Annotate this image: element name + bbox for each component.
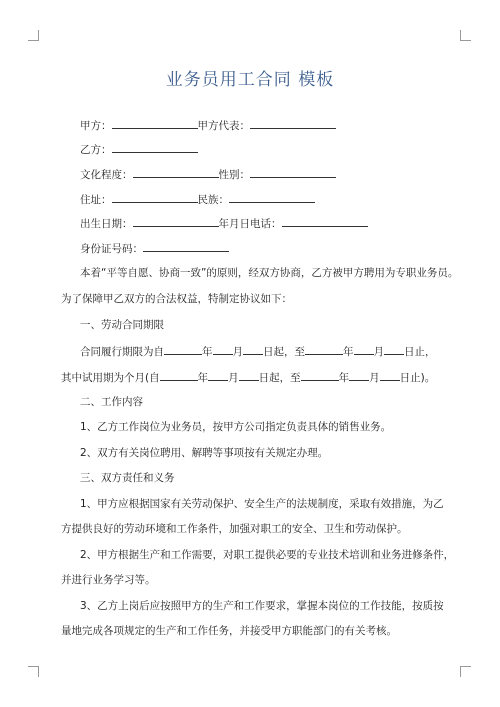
ethnicity-blank[interactable]	[229, 191, 315, 203]
id-number-blank[interactable]	[143, 240, 229, 252]
crop-mark-top-right	[460, 30, 471, 41]
phone-blank[interactable]	[282, 215, 368, 227]
field-row-birth	[80, 215, 368, 231]
term-l1-text-b: 年	[202, 346, 213, 358]
term-end-year-blank[interactable]	[305, 343, 343, 355]
crop-mark-top-left	[28, 30, 39, 41]
section-2-item-2: 2、双方有关岗位聘用、解聘等事项按有关规定办理。	[80, 447, 329, 459]
term-l1-text-d: 日起，至	[263, 346, 305, 358]
field-row-id	[80, 240, 229, 256]
gender-blank[interactable]	[250, 166, 336, 178]
party-a-rep-label: 甲方代表：	[197, 120, 250, 132]
term-l2-text-e: 年	[338, 372, 350, 384]
probation-start-month-blank[interactable]	[208, 369, 228, 381]
section-3-item-3-line-2: 量地完成各项规定的生产和工作任务，并接受甲方职能部门的有关考核。	[61, 625, 397, 637]
month-day-phone-label: 年月日电话：	[218, 218, 282, 230]
section-2-item-1: 1、乙方工作岗位为业务员，按甲方公司指定负责具体的销售业务。	[80, 421, 392, 433]
id-number-label: 身份证号码：	[80, 243, 143, 255]
document-title: 业务员用工合同 模板	[165, 70, 335, 90]
term-end-day-blank[interactable]	[384, 343, 404, 355]
section-1-title: 一、劳动合同期限	[80, 319, 164, 331]
birth-date-blank[interactable]	[133, 215, 219, 227]
section-2-title: 二、工作内容	[80, 396, 143, 408]
birth-date-label: 出生日期：	[80, 218, 133, 230]
term-start-month-blank[interactable]	[213, 343, 233, 355]
probation-end-year-blank[interactable]	[301, 369, 339, 381]
section-3-item-3-line-1: 3、乙方上岗后应按照甲方的生产和工作要求，掌握本岗位的工作技能，按质按	[80, 600, 444, 612]
field-row-party-b	[80, 141, 198, 157]
section-3-title: 三、双方责任和义务	[80, 472, 175, 484]
term-l2-text-f: 月	[369, 372, 380, 384]
ethnicity-label: 民族：	[197, 194, 229, 206]
probation-end-day-blank[interactable]	[380, 369, 400, 381]
party-a-label: 甲方：	[80, 120, 112, 132]
gender-label: 性别：	[218, 169, 250, 181]
party-b-label: 乙方：	[80, 144, 112, 156]
section-3-item-1-line-1: 1、甲方应根据国家有关劳动保护、安全生产的法规制度，采取有效措施，为乙	[80, 498, 444, 510]
section-3-item-2-line-2: 并进行业务学习等。	[61, 574, 156, 586]
probation-end-month-blank[interactable]	[349, 369, 369, 381]
preamble-line-2: 为了保障甲乙双方的合法权益，特制定协议如下：	[61, 293, 292, 305]
crop-mark-bottom-left	[28, 666, 39, 677]
term-line-2	[61, 369, 435, 385]
term-l1-text-g: 日止，	[404, 346, 436, 358]
term-l2-text-a: 其中试用期为个月(自	[61, 372, 160, 384]
section-3-item-2-line-1: 2、甲方根据生产和工作需要，对职工提供必要的专业技术培训和业务进修条件，	[80, 549, 455, 561]
field-row-address	[80, 191, 315, 207]
term-l1-text-f: 月	[373, 346, 384, 358]
party-a-rep-blank[interactable]	[250, 117, 336, 129]
probation-start-year-blank[interactable]	[160, 369, 198, 381]
probation-start-day-blank[interactable]	[239, 369, 259, 381]
term-start-year-blank[interactable]	[164, 343, 202, 355]
address-label: 住址：	[80, 194, 112, 206]
section-3-item-1-line-2: 方提供良好的劳动环境和工作条件，加强对职工的安全、卫生和劳动保护。	[61, 523, 408, 535]
field-row-party-a	[80, 117, 336, 133]
term-l1-text-e: 年	[343, 346, 354, 358]
term-end-month-blank[interactable]	[354, 343, 374, 355]
term-line-1	[80, 343, 436, 359]
field-row-education	[80, 166, 336, 182]
term-l1-text-a: 合同履行期限为自	[80, 346, 164, 358]
education-label: 文化程度：	[80, 169, 133, 181]
term-l1-text-c: 月	[232, 346, 243, 358]
term-l2-text-d: 日起，至	[258, 372, 301, 384]
term-l2-text-c: 月	[228, 372, 239, 384]
term-l2-text-b: 年	[197, 372, 209, 384]
preamble-line-1: 本着“平等自愿、协商一致”的原则，经双方协商，乙方被甲方聘用为专职业务员。	[80, 267, 459, 279]
party-b-blank[interactable]	[112, 141, 198, 153]
party-a-blank[interactable]	[112, 117, 198, 129]
address-blank[interactable]	[112, 191, 198, 203]
term-l2-text-g: 日止)。	[399, 372, 436, 384]
term-start-day-blank[interactable]	[243, 343, 263, 355]
crop-mark-bottom-right	[460, 666, 471, 677]
education-blank[interactable]	[133, 166, 219, 178]
